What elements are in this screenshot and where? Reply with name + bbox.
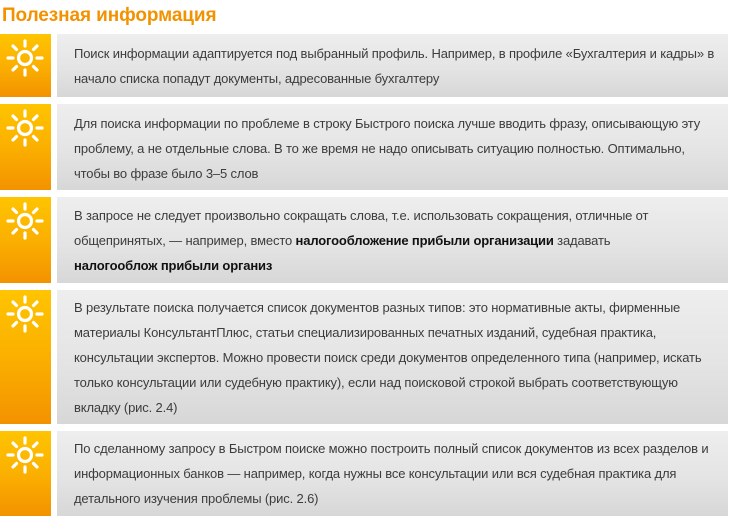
tip-icon-box: [0, 431, 51, 516]
tip-icon-box: [0, 34, 51, 97]
tip-block: [0, 197, 728, 283]
tip-text: По сделанному запросу в Быстром поиске можно построить полный список документов из всех разделов и информационных банков — например, когда нужны все консультации или вся судебная практика для детального изучения проблемы (рис. 2.6): [57, 431, 728, 516]
sun-icon: [5, 294, 45, 334]
tip-icon-box: [0, 290, 51, 424]
tip-text-part: задавать: [553, 233, 611, 248]
sun-icon: [5, 435, 45, 475]
tip-text: [57, 197, 728, 283]
tip-block: [0, 104, 728, 190]
tip-text-part: В запросе не следует произвольно сокращать слова, т.е. использовать сокращения, отличные от общепринятых, — например, вместо: [74, 208, 649, 248]
example-short-phrase: налогооблож прибыли организ: [74, 258, 273, 273]
tip-text: Для поиска информации по проблеме в строку Быстрого поиска лучше вводить фразу, описывающую эту проблему, а не отдельные слова. В то же время не надо описывать ситуацию полностью. Оптимально, чтобы во фразе было 3–5 слов: [57, 104, 728, 190]
tip-text: В результате поиска получается список документов разных типов: это нормативные акты, фирменные материалы КонсультантПлюс, статьи специализированных печатных изданий, судебная практика, консультации экспертов. Можно провести поиск среди документов определенного типа (например, искать только консультации или судебную практику), если над поисковой строкой выбрать соответствующую вкладку (рис. 2.4): [57, 290, 728, 424]
sun-icon: [5, 201, 45, 241]
tip-icon-box: [0, 104, 51, 190]
page-title: Полезная информация: [2, 5, 217, 26]
tip-block: [0, 431, 728, 516]
sun-icon: [5, 108, 45, 148]
sun-icon: [5, 38, 45, 78]
tip-block: [0, 290, 728, 424]
tip-block: [0, 34, 728, 97]
example-full-phrase: налогообложение прибыли организации: [295, 233, 554, 248]
tip-icon-box: [0, 197, 51, 283]
tip-text: Поиск информации адаптируется под выбранный профиль. Например, в профиле «Бухгалтерия и кадры» в начало списка попадут документы, адресованные бухгалтеру: [57, 34, 728, 97]
